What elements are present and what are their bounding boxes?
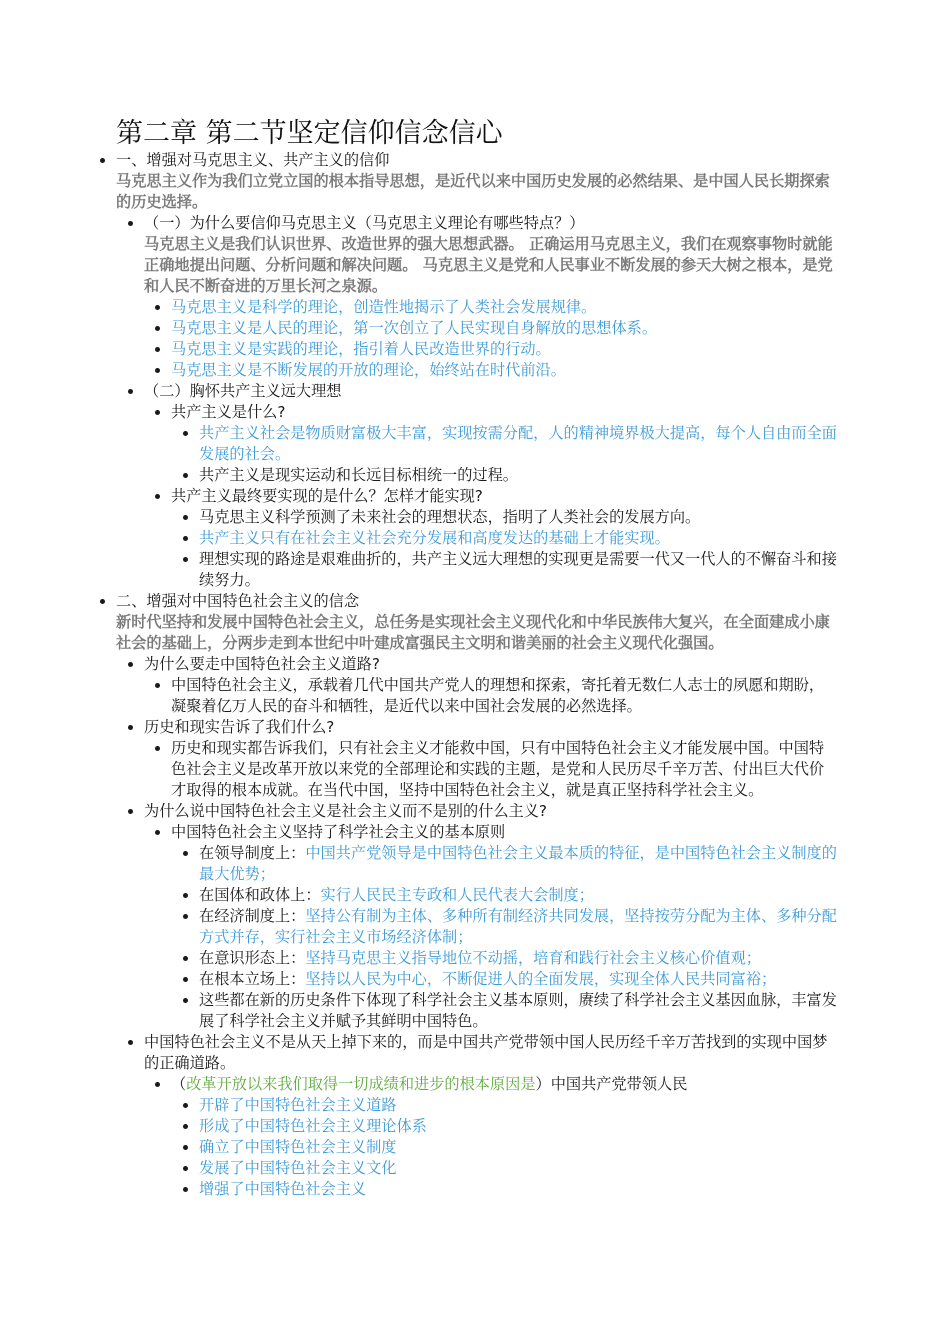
question: 为什么说中国特色社会主义是社会主义而不是别的什么主义? [144,801,838,822]
answer: 中国特色社会主义，承载着几代中国共产党人的理想和探索，寄托着无数仁人志士的夙愿和期盼，凝聚着亿万人民的奋斗和牺牲，是近代以来中国社会发展的必然选择。 [171,675,838,717]
section-heading: 二、增强对中国特色社会主义的信念 [116,591,838,612]
subsection-heading: （一）为什么要信仰马克思主义（马克思主义理论有哪些特点？） [144,213,838,234]
principle-item [199,843,838,885]
cause-line [171,1074,838,1095]
answer: 马克思主义科学预测了未来社会的理想状态，指明了人类社会的发展方向。 [199,507,838,528]
achievement-item: 形成了中国特色社会主义理论体系 [199,1116,838,1137]
answer: 理想实现的路途是艰难曲折的，共产主义远大理想的实现更是需要一代又一代人的不懈奋斗和接续努力。 [199,550,837,589]
subsection-heading: （二）胸怀共产主义远大理想 [144,381,838,402]
principle-item [199,885,838,906]
list-item: 马克思主义是实践的理论，指引着人民改造世界的行动。 [171,339,838,360]
principle-text: 坚持马克思主义指导地位不动摇，培育和践行社会主义核心价值观； [305,949,761,967]
outline [0,150,950,1200]
section-summary: 新时代坚持和发展中国特色社会主义，总任务是实现社会主义现代化和中华民族伟大复兴，在全面建成小康社会的基础上，分两步走到本世纪中叶建成富强民主文明和谐美丽的社会主义现代化强国。 [116,613,830,652]
answer: 历史和现实都告诉我们，只有社会主义才能救中国，只有中国特色社会主义才能发展中国。中国特色社会主义是改革开放以来党的全部理论和实践的主题，是党和人民历尽千辛万苦、付出巨大代价才取得的根本成就。在当代中国，坚持中国特色社会主义，就是真正坚持科学社会主义。 [171,738,838,801]
question: 共产主义最终要实现的是什么？怎样才能实现? [171,486,838,507]
section-summary: 马克思主义作为我们立党立国的根本指导思想，是近代以来中国历史发展的必然结果、是中国人民长期探索的历史选择。 [116,172,830,211]
question: 为什么要走中国特色社会主义道路? [144,654,838,675]
principle-text: 实行人民民主专政和人民代表大会制度； [320,886,594,904]
principle-item [199,969,838,990]
page-title: 第二章 第二节坚定信仰信念信心 [116,118,503,149]
answer: 共产主义是现实运动和长远目标相统一的过程。 [199,465,838,486]
principle-label: 在领导制度上： [199,844,306,862]
achievement-item: 开辟了中国特色社会主义道路 [199,1095,838,1116]
principle-text: 坚持以人民为中心，不断促进人的全面发展，实现全体人民共同富裕； [305,970,777,988]
principle-text: 坚持公有制为主体、多种所有制经济共同发展，坚持按劳分配为主体、多种分配方式并存，实行社会主义市场经济体制； [199,907,837,946]
principle-label: 在根本立场上： [199,970,306,988]
paren-open: （ [171,1075,187,1093]
principle-label: 在经济制度上： [199,907,306,925]
principle-summary: 这些都在新的历史条件下体现了科学社会主义基本原则，赓续了科学社会主义基因血脉，丰富发展了科学社会主义并赋予其鲜明中国特色。 [199,991,837,1030]
principle-item [199,948,838,969]
question: 中国特色社会主义不是从天上掉下来的，而是中国共产党带领中国人民历经千辛万苦找到的实现中国梦的正确道路。 [144,1032,838,1074]
principle-item [199,906,838,948]
cause-answer: ）中国共产党带领人民 [535,1075,688,1093]
list-item: 马克思主义是不断发展的开放的理论，始终站在时代前沿。 [171,360,838,381]
list-item: 马克思主义是人民的理论，第一次创立了人民实现自身解放的思想体系。 [171,318,838,339]
achievement-item: 增强了中国特色社会主义 [199,1179,838,1200]
cause-text: 改革开放以来我们取得一切成绩和进步的根本原因是 [186,1075,536,1093]
answer: 共产主义只有在社会主义社会充分发展和高度发达的基础上才能实现。 [199,528,838,549]
subsection-summary: 马克思主义是我们认识世界、改造世界的强大思想武器。 正确运用马克思主义，我们在观察事物时就能正确地提出问题、分析问题和解决问题。 马克思主义是党和人民事业不断发展的参天大树之根本，是党和人民不断奋进的万里长河之泉源。 [144,235,833,295]
principle-label: 在国体和政体上： [199,886,321,904]
question: 共产主义是什么? [171,402,838,423]
principle-label: 在意识形态上： [199,949,306,967]
achievement-item: 发展了中国特色社会主义文化 [199,1158,838,1179]
achievement-item: 确立了中国特色社会主义制度 [199,1137,838,1158]
answer: 共产主义社会是物质财富极大丰富，实现按需分配，人的精神境界极大提高，每个人自由而全面发展的社会。 [199,424,837,463]
question: 历史和现实告诉了我们什么? [144,717,838,738]
section-heading: 一、增强对马克思主义、共产主义的信仰 [116,150,838,171]
list-item: 马克思主义是科学的理论，创造性地揭示了人类社会发展规律。 [171,297,838,318]
principle-text: 中国共产党领导是中国特色社会主义最本质的特征，是中国特色社会主义制度的最大优势； [199,844,837,883]
answer: 中国特色社会主义坚持了科学社会主义的基本原则 [171,822,838,843]
